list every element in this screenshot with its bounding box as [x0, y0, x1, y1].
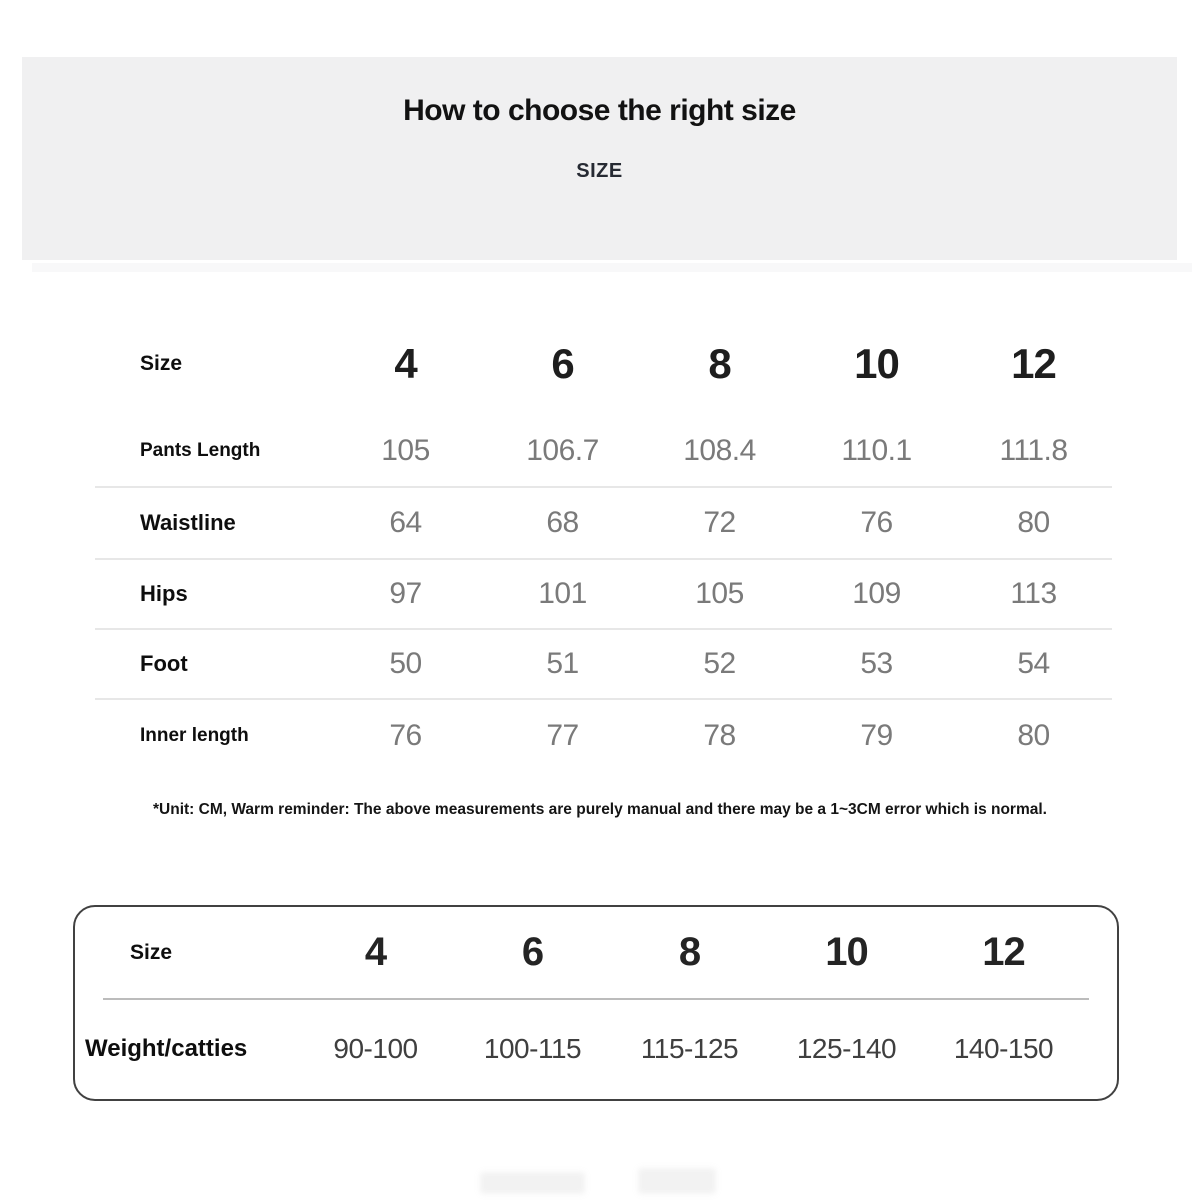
page-title: How to choose the right size: [403, 94, 796, 127]
cell-value: 54: [1017, 647, 1050, 680]
size-column-header: 10: [854, 340, 899, 387]
size-header-row: [95, 312, 1112, 416]
size-column-header: 6: [551, 340, 574, 387]
cell-value: 53: [860, 647, 893, 680]
cell-value: 105: [381, 434, 430, 467]
cell-value: 64: [389, 506, 422, 539]
cell-value: 109: [852, 577, 901, 610]
cell-value: 90-100: [333, 1032, 418, 1064]
cell-value: 105: [695, 577, 744, 610]
table-row-hips: [95, 560, 1112, 630]
cell-value: 140-150: [953, 1032, 1054, 1064]
cell-value: 50: [389, 647, 422, 680]
table-row-pants-length: [95, 416, 1112, 488]
cell-value: 111.8: [999, 434, 1068, 467]
cell-value: 72: [703, 506, 736, 539]
row-label: Waistline: [140, 510, 236, 535]
cell-value: 115-125: [640, 1032, 739, 1064]
header-shadow-strip: [32, 263, 1192, 272]
size-corner-label: Size: [130, 940, 173, 964]
size-column-header: 12: [1011, 340, 1056, 387]
cell-value: 68: [546, 506, 579, 539]
cell-value: 106.7: [526, 434, 599, 467]
cell-value: 52: [703, 647, 736, 680]
cell-value: 113: [1010, 577, 1057, 610]
cell-value: 110.1: [841, 434, 912, 467]
cell-value: 101: [538, 577, 587, 610]
size-column-header: 6: [521, 930, 544, 974]
size-column-header: 4: [364, 930, 387, 974]
cell-value: 97: [389, 577, 422, 610]
cell-value: 125-140: [796, 1032, 897, 1064]
size-column-header: 8: [708, 340, 731, 387]
table-row-foot: [95, 630, 1112, 700]
weight-box-values-row: [75, 1000, 1117, 1097]
cell-value: 78: [703, 719, 736, 752]
header-panel: [22, 57, 1177, 260]
cell-value: 76: [389, 719, 422, 752]
size-column-header: 8: [678, 930, 701, 974]
table-row-inner-length: [95, 700, 1112, 772]
size-column-header: 4: [394, 340, 417, 387]
page-subtitle: SIZE: [576, 160, 623, 182]
row-label: Hips: [140, 581, 188, 606]
cell-value: 108.4: [683, 434, 756, 467]
size-measurement-table: [95, 312, 1112, 772]
cell-value: 51: [546, 647, 579, 680]
cell-value: 79: [860, 719, 893, 752]
cell-value: 80: [1017, 506, 1050, 539]
cell-value: 100-115: [483, 1032, 582, 1064]
row-label: Foot: [140, 651, 188, 676]
cell-value: 76: [860, 506, 893, 539]
row-label: Pants Length: [140, 440, 261, 461]
weight-box-size-row: [75, 907, 1117, 998]
cell-value: 80: [1017, 719, 1050, 752]
table-row-waistline: [95, 488, 1112, 560]
row-label: Weight/catties: [85, 1034, 248, 1062]
watermark: [638, 1168, 716, 1194]
size-corner-label: Size: [140, 352, 183, 375]
watermark: [480, 1172, 585, 1194]
size-column-header: 10: [825, 930, 868, 974]
cell-value: 77: [546, 719, 579, 752]
size-column-header: 12: [982, 930, 1025, 974]
unit-note: *Unit: CM, Warm reminder: The above measurements are purely manual and there may be a 1~3CM error which is normal.: [153, 801, 1047, 818]
weight-recommendation-box: [73, 905, 1119, 1101]
row-label: Inner length: [140, 725, 249, 746]
